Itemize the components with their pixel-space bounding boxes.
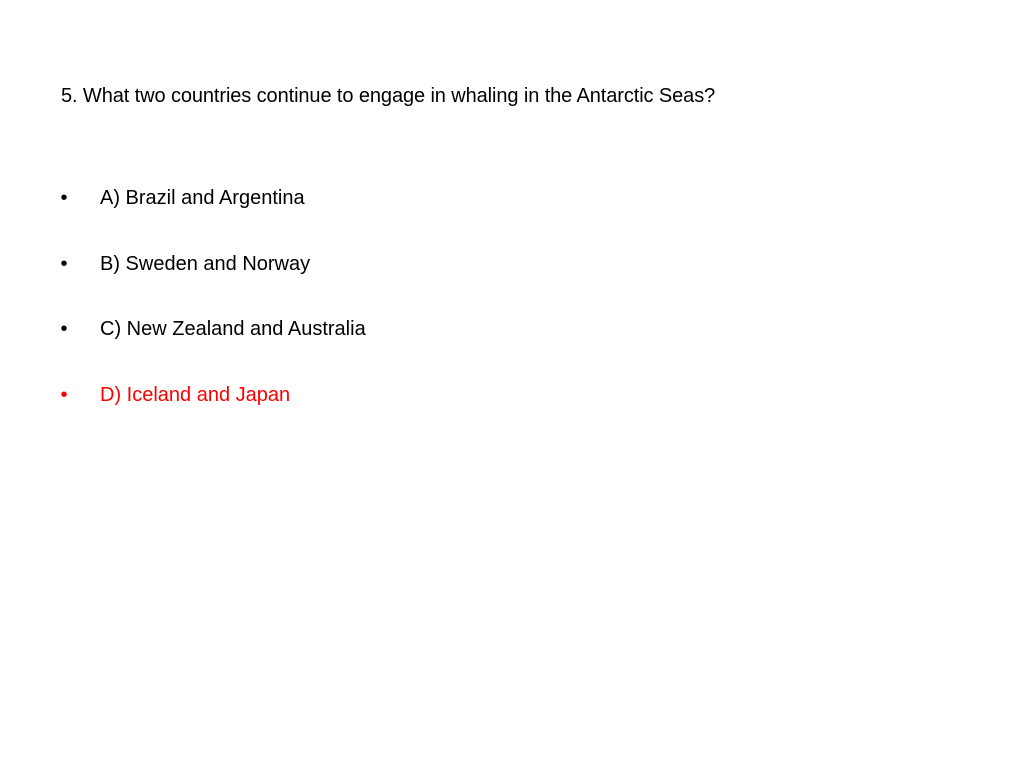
bullet-icon: • — [60, 187, 68, 209]
option-c-text: C) New Zealand and Australia — [100, 318, 366, 340]
bullet-icon: • — [60, 252, 68, 275]
bullet-icon: • — [60, 318, 68, 340]
question-text: 5. What two countries continue to engage in whaling in the Antarctic Seas? — [61, 85, 716, 107]
bullet-icon: • — [60, 383, 68, 406]
option-b-text: B) Sweden and Norway — [100, 252, 311, 275]
option-a-text: A) Brazil and Argentina — [100, 187, 305, 209]
option-d-text: D) Iceland and Japan — [100, 383, 291, 406]
